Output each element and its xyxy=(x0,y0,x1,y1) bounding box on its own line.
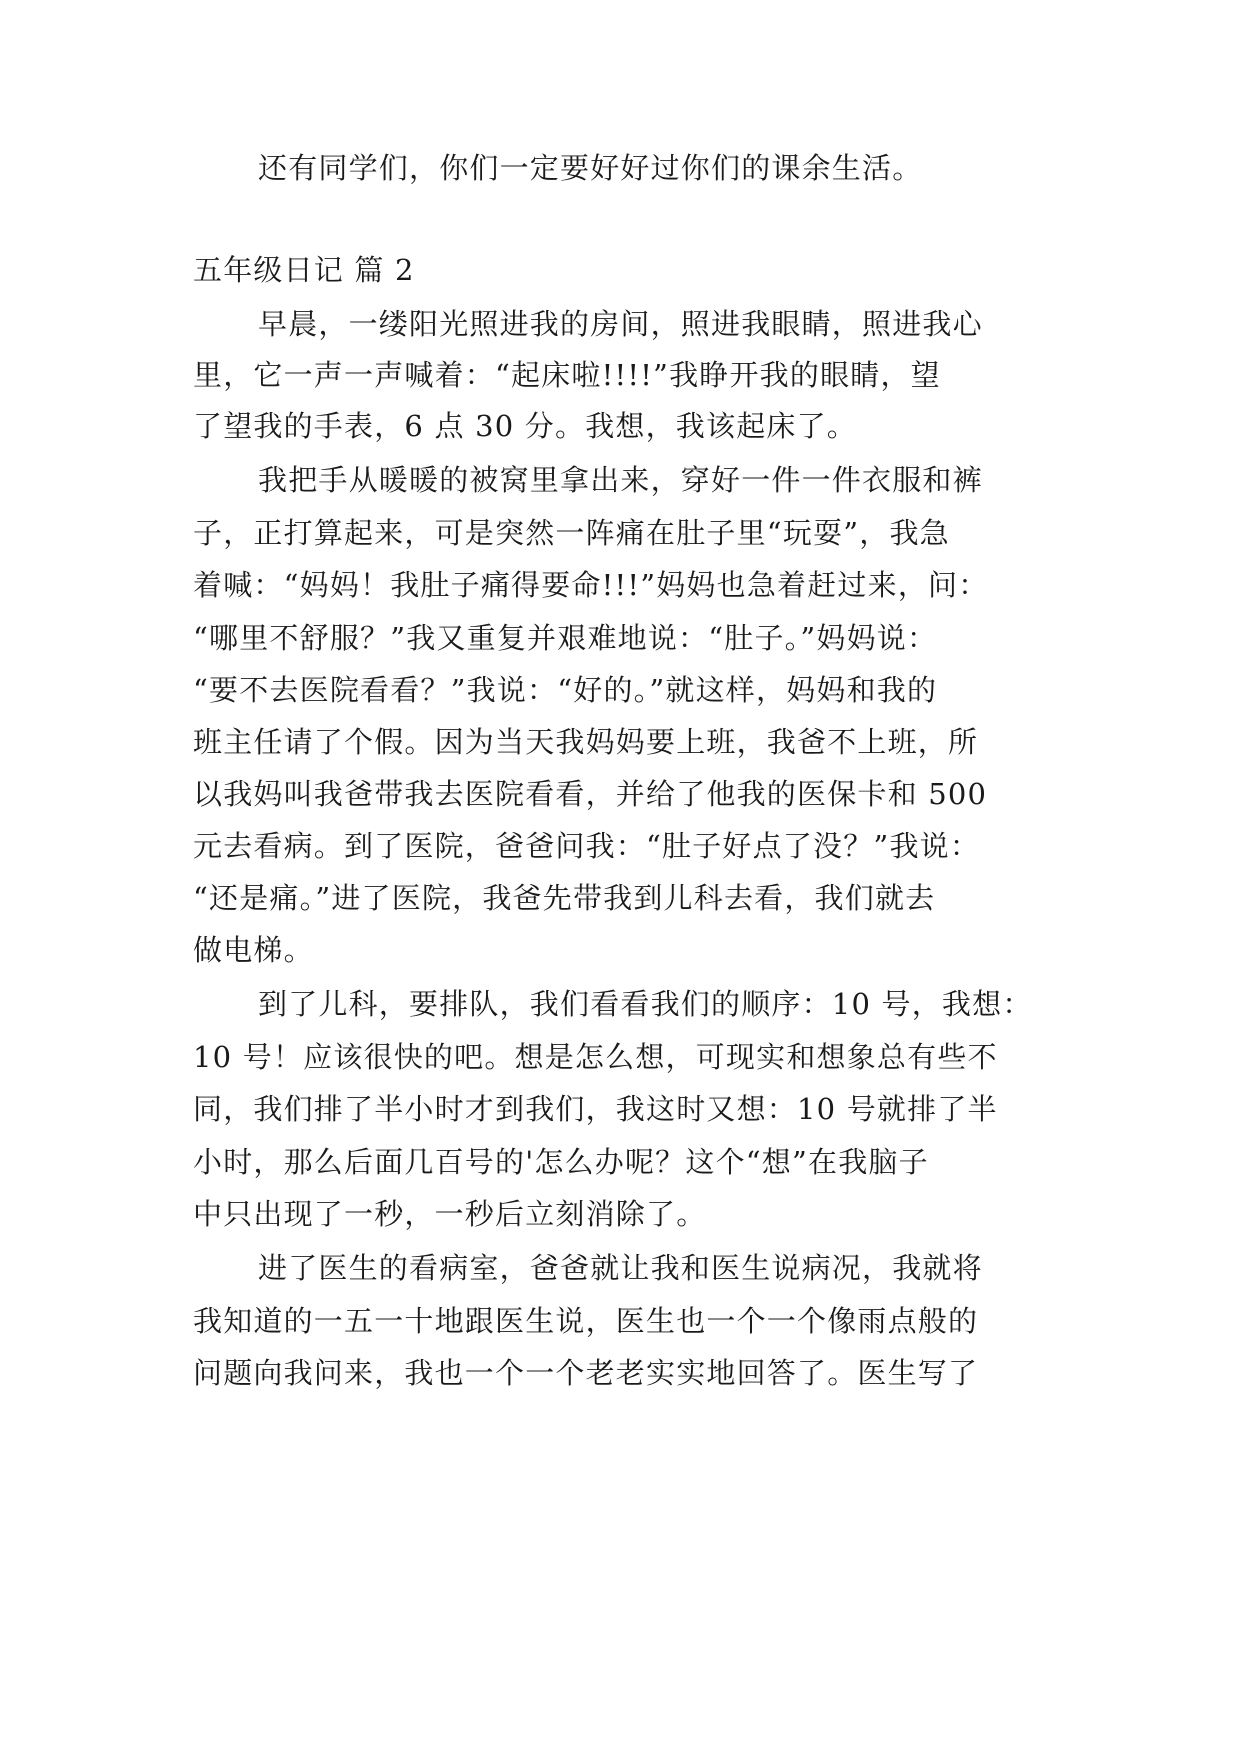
paragraph-line: 了望我的手表，6 点 30 分。我想，我该起床了。 xyxy=(193,409,858,443)
paragraph-line: 问题向我问来，我也一个一个老老实实地回答了。医生写了 xyxy=(193,1356,979,1390)
paragraph-line: 同，我们排了半小时才到我们，我这时又想：10 号就排了半 xyxy=(193,1092,998,1126)
paragraph-line: 到了儿科，要排队，我们看看我们的顺序：10 号，我想： xyxy=(258,987,1033,1021)
paragraph-line: 做电梯。 xyxy=(193,933,314,967)
paragraph-line: “哪里不舒服？”我又重复并艰难地说：“肚子。”妈妈说： xyxy=(193,621,938,655)
paragraph-line: 里，它一声一声喊着：“起床啦!!!!”我睁开我的眼睛，望 xyxy=(193,358,941,392)
paragraph-line: “要不去医院看看？”我说：“好的。”就这样，妈妈和我的 xyxy=(193,673,938,707)
paragraph-line: 元去看病。到了医院，爸爸问我：“肚子好点了没？”我说： xyxy=(193,829,981,863)
paragraph-line: 以我妈叫我爸带我去医院看看，并给了他我的医保卡和 500 xyxy=(193,777,988,811)
paragraph-line: “还是痛。”进了医院，我爸先带我到儿科去看，我们就去 xyxy=(193,881,936,915)
section-title: 五年级日记 篇 2 xyxy=(193,253,415,287)
paragraph-line: 我知道的一五一十地跟医生说，医生也一个一个像雨点般的 xyxy=(193,1304,979,1338)
paragraph-line: 子，正打算起来，可是突然一阵痛在肚子里“玩耍”，我急 xyxy=(193,516,950,550)
paragraph-line: 进了医生的看病室，爸爸就让我和医生说病况，我就将 xyxy=(258,1251,983,1285)
paragraph-line: 着喊：“妈妈！我肚子痛得要命!!!”妈妈也急着赶过来，问： xyxy=(193,568,989,602)
paragraph-line: 中只出现了一秒，一秒后立刻消除了。 xyxy=(193,1197,707,1231)
paragraph-line: 10 号！应该很快的吧。想是怎么想，可现实和想象总有些不 xyxy=(193,1040,998,1074)
paragraph-line: 还有同学们，你们一定要好好过你们的课余生活。 xyxy=(258,151,923,185)
paragraph-line: 小时，那么后面几百号的'怎么办呢？这个“想”在我脑子 xyxy=(193,1145,929,1179)
paragraph-line: 班主任请了个假。因为当天我妈妈要上班，我爸不上班，所 xyxy=(193,725,979,759)
paragraph-line: 我把手从暖暖的被窝里拿出来，穿好一件一件衣服和裤 xyxy=(258,463,983,497)
paragraph-line: 早晨，一缕阳光照进我的房间，照进我眼睛，照进我心 xyxy=(258,307,983,341)
